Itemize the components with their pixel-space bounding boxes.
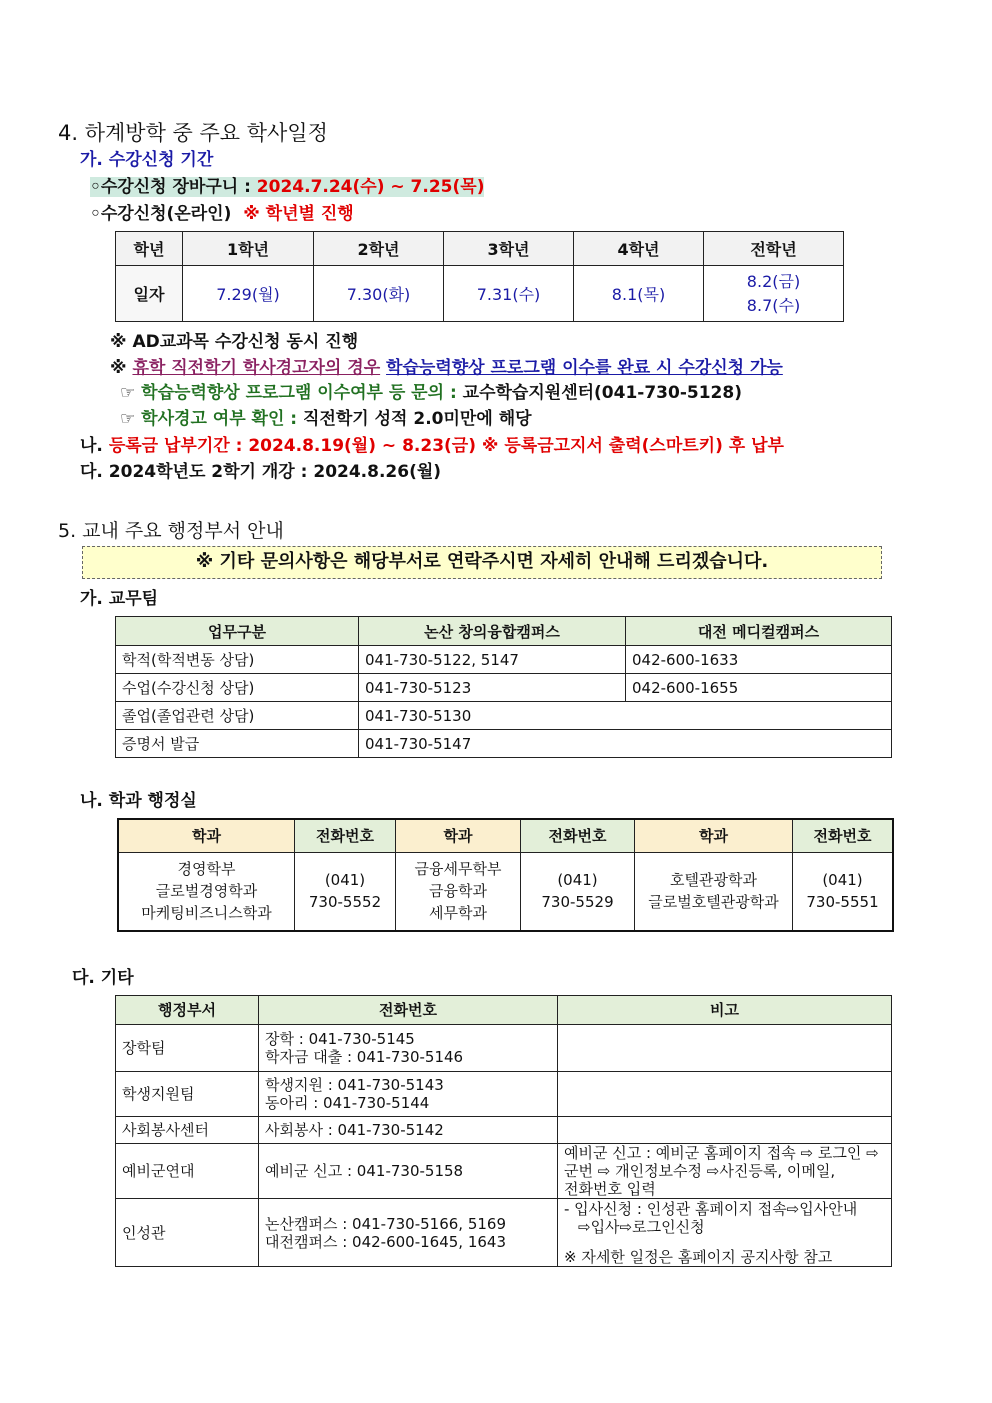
phone-line: 학자금 대출 : 041-730-5146 [265,1048,464,1066]
phone-number: 730-5551 [806,893,879,912]
online-note: ※ 학년별 진행 [243,204,354,224]
area-code: (041) [557,871,598,890]
phone-line: 예비군 신고 : 041-730-5158 [265,1162,464,1180]
note-cell [558,1072,892,1117]
table-header: 3학년 [444,232,574,266]
dept-cell: 예비군연대 [116,1144,259,1199]
table-header: 업무구분 [116,617,359,646]
all-date: 8.2(금) [746,271,801,291]
table-cell: 7.30(화) [314,266,444,322]
table-cell: 041-730-5122, 5147 [359,646,626,674]
section-4-title: 4. 하계방학 중 주요 학사일정 [58,121,328,145]
dept-name: 세무학과 [429,904,487,923]
dept-phone [793,852,894,931]
inquiry-line-2 [120,408,532,430]
phone-cell [259,1025,558,1072]
dept-name: 금융학과 [429,882,487,901]
table-cell [704,266,844,322]
table-cell: 042-600-1633 [626,646,892,674]
table-row [116,1117,892,1144]
dept-phone [521,852,635,931]
table-row [116,674,892,702]
dept-cell: 인성관 [116,1199,259,1267]
note-cell [558,1199,892,1267]
note-line: ⇨입사⇨로그인신청 [578,1217,705,1236]
dept-names [118,852,295,931]
dept-name: 글로벌경영학과 [155,882,258,901]
table-cell: 증명서 발급 [116,730,359,758]
table-header: 학과 [396,819,521,852]
table-row [116,1072,892,1117]
table-cell: 041-730-5147 [359,730,892,758]
dept-name: 글로벌호텔관광학과 [648,893,779,912]
phone-cell [259,1117,558,1144]
table-cell: 졸업(졸업관련 상담) [116,702,359,730]
phone-cell [259,1072,558,1117]
course-registration-heading: 가. 수강신청 기간 [80,150,214,170]
table-header: 비고 [558,996,892,1025]
pointing-hand-icon: ☞ [120,383,136,403]
table-header: 1학년 [183,232,314,266]
table-header: 학과 [635,819,793,852]
dept-phone [295,852,396,931]
phone-line: 사회봉사 : 041-730-5142 [265,1121,444,1139]
section-5-title: 5. 교내 주요 행정부서 안내 [58,520,284,542]
semester-start: 다. 2024학년도 2학기 개강 : 2024.8.26(월) [80,462,442,482]
table-cell: 041-730-5123 [359,674,626,702]
tuition-prefix: 나. [80,436,109,456]
table-cell: 수업(수강신청 상담) [116,674,359,702]
academic-team-table [115,616,892,758]
note-line: ※ 자세한 일정은 홈페이지 공지사항 참고 [564,1247,833,1266]
dept-cell: 학생지원팀 [116,1072,259,1117]
inquiry-2-value: 직전학기 성적 2.0미만에 해당 [303,409,532,429]
note-cell [558,1117,892,1144]
dept-name: 금융세무학부 [414,860,502,879]
phone-line: 동아리 : 041-730-5144 [265,1094,430,1112]
area-code: (041) [324,871,366,890]
phone-cell [259,1199,558,1267]
table-header: 전화번호 [259,996,558,1025]
cart-label: ◦수강신청 장바구니 : [90,177,257,197]
tuition-text: 등록금 납부기간 : 2024.8.19(월) ~ 8.23(금) ※ 등록금고지서 출력(스마트키) 후 납부 [108,436,784,456]
table-cell: 7.31(수) [444,266,574,322]
table-header: 전학년 [704,232,844,266]
registration-schedule-table [115,231,844,322]
phone-line: 논산캠퍼스 : 041-730-5166, 5169 [265,1214,507,1233]
table-cell: 041-730-5130 [359,702,892,730]
dept-names [635,852,793,931]
dept-name: 경영학부 [177,860,236,879]
online-label: ◦수강신청(온라인) [90,204,232,224]
note-cell [558,1025,892,1072]
table-header: 학과 [118,819,295,852]
table-header: 학년 [116,232,183,266]
note-line: 예비군 신고 : 예비군 홈페이지 접속 ⇨ 로그인 ⇨ [564,1144,879,1162]
table-header: 4학년 [574,232,704,266]
warning-note [110,357,783,379]
warning-part-a: 휴학 직전학기 학사경고자의 경우 [132,358,381,378]
notice-box: ※ 기타 문의사항은 해당부서로 연락주시면 자세히 안내해 드리겠습니다. [82,546,882,579]
dept-name: 호텔관광학과 [670,871,757,890]
cart-dates: 2024.7.24(수) ~ 7.25(목) [256,177,485,197]
warning-prefix: ※ [110,358,133,378]
tuition-line [80,435,784,457]
phone-number: 730-5552 [308,893,382,912]
area-code: (041) [822,871,863,890]
note-line: 전화번호 입력 [564,1180,656,1198]
note-spacer [564,1236,891,1248]
table-row [116,702,892,730]
phone-line: 학생지원 : 041-730-5143 [265,1076,444,1094]
etc-table [115,995,892,1267]
dept-office-heading: 나. 학과 행정실 [80,791,197,811]
table-row [118,852,893,931]
table-row [116,646,892,674]
inquiry-line-1 [120,382,742,404]
table-row [116,1199,892,1267]
inquiry-1-value: 교수학습지원센터(041-730-5128) [462,383,742,403]
table-cell: 042-600-1655 [626,674,892,702]
table-row [116,1144,892,1199]
row-label: 일자 [116,266,183,322]
table-cell: 7.29(월) [183,266,314,322]
table-cell: 학적(학적변동 상담) [116,646,359,674]
inquiry-2-label: 학사경고 여부 확인 : [141,409,304,429]
phone-number: 730-5529 [541,893,614,912]
etc-heading: 다. 기타 [72,968,134,988]
ad-note: ※ AD교과목 수강신청 동시 진행 [110,332,359,352]
table-row [116,1025,892,1072]
table-cell: 8.1(목) [574,266,704,322]
dept-name: 마케팅비즈니스학과 [141,904,272,923]
phone-line: 대전캠퍼스 : 042-600-1645, 1643 [265,1232,507,1251]
table-header: 2학년 [314,232,444,266]
table-header: 전화번호 [295,819,396,852]
dept-office-table [117,818,894,932]
phone-cell [259,1144,558,1199]
table-header: 전화번호 [793,819,894,852]
online-line [90,203,354,225]
dept-cell: 장학팀 [116,1025,259,1072]
table-header: 전화번호 [521,819,635,852]
note-line: 군번 ⇨ 개인정보수정 ⇨사진등록, 이메일, [564,1162,836,1180]
phone-line: 장학 : 041-730-5145 [265,1030,415,1048]
pointing-hand-icon: ☞ [120,409,136,429]
warning-part-b: 학습능력향상 프로그램 이수를 완료 시 수강신청 가능 [386,358,783,378]
note-line: - 입사신청 : 인성관 홈페이지 접속⇨입사안내 [564,1199,858,1218]
academic-team-heading: 가. 교무팀 [80,589,159,609]
table-header: 행정부서 [116,996,259,1025]
dept-names [396,852,521,931]
inquiry-1-label: 학습능력향상 프로그램 이수여부 등 문의 : [141,383,463,403]
table-header: 대전 메디컬캠퍼스 [626,617,892,646]
dept-cell: 사회봉사센터 [116,1117,259,1144]
all-date: 8.7(수) [746,295,801,315]
table-header: 논산 창의융합캠퍼스 [359,617,626,646]
table-row [116,730,892,758]
cart-line [90,176,484,198]
note-cell [558,1144,892,1199]
